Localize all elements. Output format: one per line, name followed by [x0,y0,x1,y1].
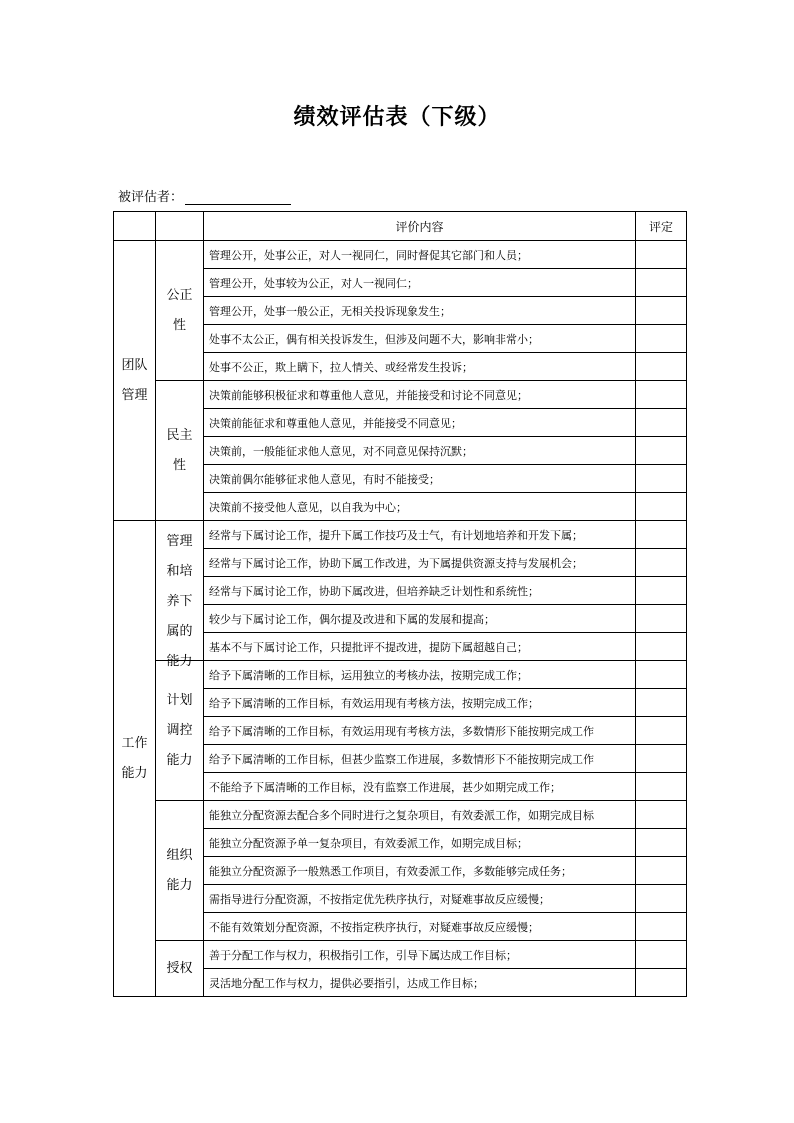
criterion-text: 经常与下属讨论工作，提升下属工作技巧及士气，有计划地培养和开发下属； [204,521,636,549]
rating-cell[interactable] [636,493,687,521]
criterion-text: 能独立分配资源予单一复杂项目，有效委派工作，如期完成目标； [204,829,636,857]
table-row [114,801,687,829]
evaluatee-blank-line[interactable] [185,190,291,205]
rating-cell[interactable] [636,549,687,577]
criterion-text: 经常与下属讨论工作，协助下属改进，但培养缺乏计划性和系统性； [204,577,636,605]
criterion-text: 不能有效策划分配资源，不按指定秩序执行，对疑难事故反应缓慢； [204,913,636,941]
rating-cell[interactable] [636,633,687,661]
criterion-text: 决策前偶尔能够征求他人意见，有时不能接受； [204,465,636,493]
page-title: 绩效评估表（下级） [293,105,501,130]
rating-cell[interactable] [636,969,687,997]
criterion-text: 需指导进行分配资源，不按指定优先秩序执行，对疑难事故反应缓慢； [204,885,636,913]
criterion-text: 决策前不接受他人意见，以自我为中心； [204,493,636,521]
rating-cell[interactable] [636,381,687,409]
header-blank-cell [156,212,204,241]
criterion-text: 给予下属清晰的工作目标，有效运用现有考核方法，按期完成工作； [204,689,636,717]
criterion-text: 基本不与下属讨论工作，只提批评不提改进，提防下属超越自己； [204,633,636,661]
rating-cell[interactable] [636,913,687,941]
rating-cell[interactable] [636,661,687,689]
criterion-text: 给予下属清晰的工作目标，有效运用现有考核方法，多数情形下能按期完成工作 [204,717,636,745]
table-row [114,661,687,689]
rating-cell[interactable] [636,857,687,885]
table-row [114,941,687,969]
criterion-text: 给予下属清晰的工作目标，但甚少监察工作进展，多数情形下不能按期完成工作 [204,745,636,773]
subcategory-democracy: 民主性 [156,381,204,521]
rating-cell[interactable] [636,885,687,913]
evaluation-table [113,211,687,997]
subcategory-staff-development: 管理和培养下属的能力 [156,521,204,661]
criterion-text: 灵活地分配工作与权力，提供必要指引，达成工作目标； [204,969,636,997]
rating-cell[interactable] [636,353,687,381]
rating-cell[interactable] [636,689,687,717]
criterion-text: 处事不太公正，偶有相关投诉发生，但涉及问题不大，影响非常小； [204,325,636,353]
table-row [114,521,687,549]
rating-cell[interactable] [636,717,687,745]
criterion-text: 处事不公正，欺上瞒下，拉人情关、或经常发生投诉； [204,353,636,381]
criterion-text: 决策前，一般能征求他人意见，对不同意见保持沉默； [204,437,636,465]
rating-cell[interactable] [636,745,687,773]
header-rating: 评定 [636,212,687,241]
rating-cell[interactable] [636,325,687,353]
criterion-text: 管理公开，处事一般公正，无相关投诉现象发生； [204,297,636,325]
category-team-management: 团队管理 [114,241,156,521]
criterion-text: 能独立分配资源予一般熟悉工作项目，有效委派工作，多数能够完成任务； [204,857,636,885]
rating-cell[interactable] [636,773,687,801]
rating-cell[interactable] [636,437,687,465]
criterion-text: 经常与下属讨论工作，协助下属工作改进，为下属提供资源支持与发展机会； [204,549,636,577]
table-row [114,241,687,269]
criterion-text: 决策前能够积极征求和尊重他人意见，并能接受和讨论不同意见； [204,381,636,409]
subcategory-fairness: 公正性 [156,241,204,381]
rating-cell[interactable] [636,829,687,857]
evaluatee-field [118,186,291,205]
subcategory-planning-control: 计划调控能力 [156,661,204,801]
criterion-text: 管理公开，处事公正，对人一视同仁，同时督促其它部门和人员； [204,241,636,269]
criterion-text: 决策前能征求和尊重他人意见，并能接受不同意见； [204,409,636,437]
rating-cell[interactable] [636,521,687,549]
criterion-text: 不能给予下属清晰的工作目标，没有监察工作进展，甚少如期完成工作； [204,773,636,801]
rating-cell[interactable] [636,241,687,269]
criterion-text: 较少与下属讨论工作，偶尔提及改进和下属的发展和提高； [204,605,636,633]
header-content: 评价内容 [204,212,636,241]
rating-cell[interactable] [636,605,687,633]
header-blank-cell [114,212,156,241]
category-work-ability: 工作能力 [114,521,156,997]
table-row [114,381,687,409]
rating-cell[interactable] [636,577,687,605]
rating-cell[interactable] [636,941,687,969]
evaluatee-label: 被评估者： [118,190,184,205]
table-header-row [114,212,687,241]
rating-cell[interactable] [636,269,687,297]
rating-cell[interactable] [636,297,687,325]
rating-cell[interactable] [636,801,687,829]
criterion-text: 能独立分配资源去配合多个同时进行之复杂项目，有效委派工作，如期完成目标 [204,801,636,829]
rating-cell[interactable] [636,409,687,437]
rating-cell[interactable] [636,465,687,493]
criterion-text: 善于分配工作与权力，积极指引工作，引导下属达成工作目标； [204,941,636,969]
criterion-text: 给予下属清晰的工作目标，运用独立的考核办法，按期完成工作； [204,661,636,689]
subcategory-organization: 组织能力 [156,801,204,941]
subcategory-delegation: 授权 [156,941,204,997]
criterion-text: 管理公开，处事较为公正，对人一视同仁； [204,269,636,297]
